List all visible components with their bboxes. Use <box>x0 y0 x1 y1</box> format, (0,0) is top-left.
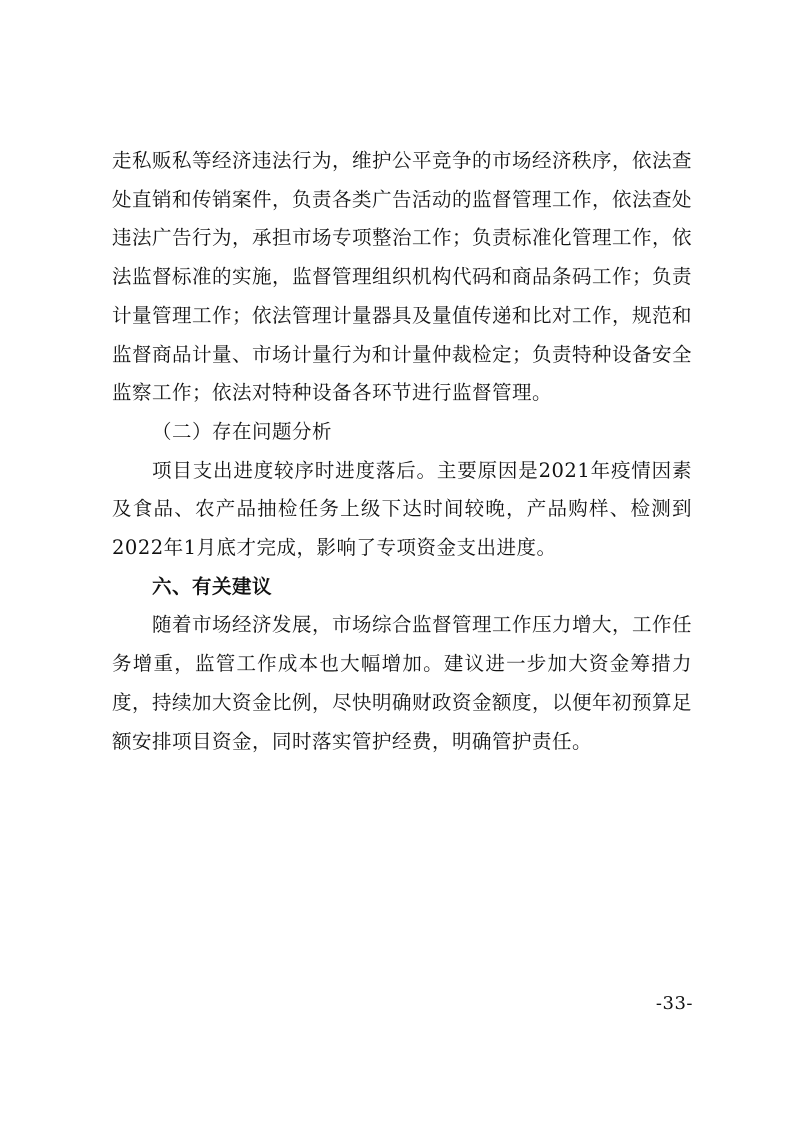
page-number: -33- <box>655 993 693 1014</box>
document-body <box>112 142 692 761</box>
problem-paragraph: 项目支出进度较序时进度落后。主要原因是2021年疫情因素及食品、农产品抽检任务上级下达时间较晚，产品购样、检测到2022年1月底才完成，影响了专项资金支出进度。 <box>112 458 692 560</box>
continued-paragraph: 走私贩私等经济违法行为，维护公平竞争的市场经济秩序，依法查处直销和传销案件，负责各类广告活动的监督管理工作，依法查处违法广告行为，承担市场专项整治工作；负责标准化管理工作，依法监督标准的实施，监督管理组织机构代码和商品条码工作；负责计量管理工作；依法管理计量器具及量值传递和比对工作，规范和监督商品计量、市场计量行为和计量仲裁检定；负责特种设备安全监察工作；依法对特种设备各环节进行监督管理。 <box>112 149 693 405</box>
suggestion-paragraph: 随着市场经济发展，市场综合监督管理工作压力增大，工作任务增重，监管工作成本也大幅增加。建议进一步加大资金筹措力度，持续加大资金比例，尽快明确财政资金额度，以便年初预算足额安排项目资金，同时落实管护经费，明确管护责任。 <box>112 613 693 753</box>
section-title: 六、有关建议 <box>152 574 273 598</box>
subsection-title: （二）存在问题分析 <box>152 419 333 443</box>
